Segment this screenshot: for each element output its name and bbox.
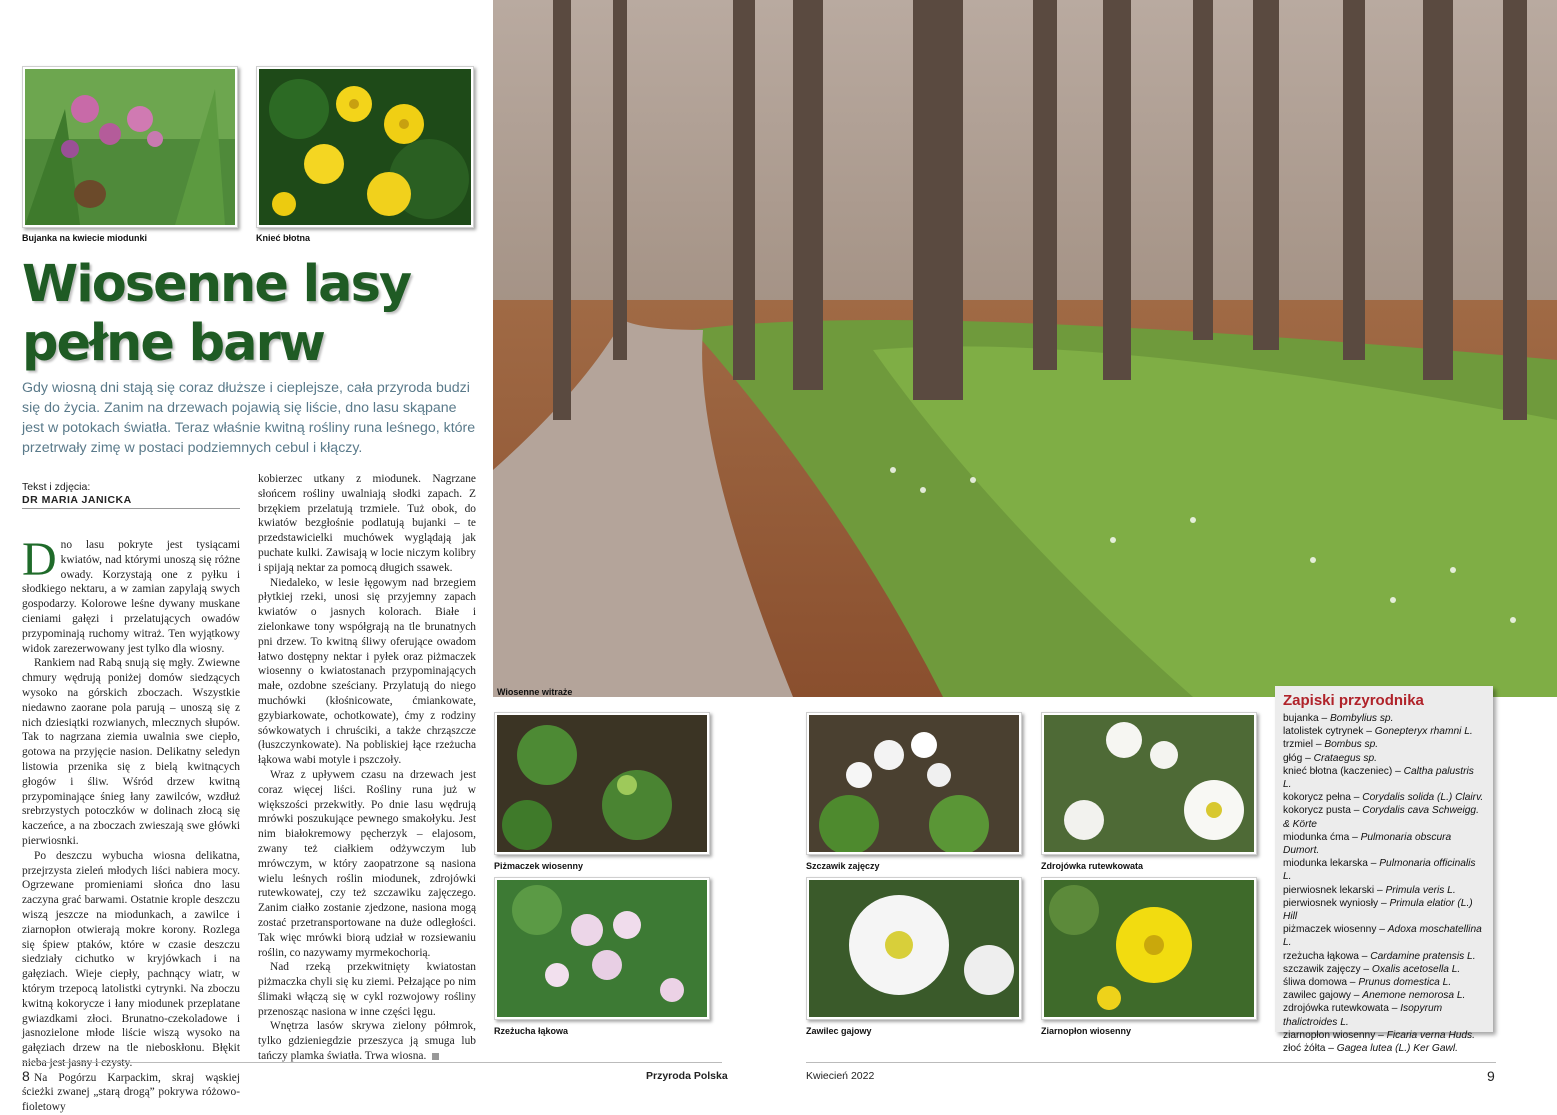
species-latin-name: Gonepteryx rhamni L. [1374, 726, 1473, 738]
species-common-name: miodunka ćma – [1283, 831, 1361, 843]
notes-row [1283, 897, 1485, 923]
species-common-name: śliwa domowa – [1283, 977, 1359, 989]
body-column-1 [22, 533, 240, 1115]
photo-zdrojowka [1041, 712, 1257, 855]
species-latin-name: Anemone nemorosa L. [1362, 990, 1466, 1002]
title-line-1: Wiosenne lasy [22, 255, 411, 314]
species-common-name: knieć błotna (kaczeniec) – [1283, 765, 1404, 777]
drop-cap: D [22, 533, 57, 586]
species-common-name: piżmaczek wiosenny – [1283, 924, 1388, 936]
photo-main-forest [493, 0, 1557, 697]
footer-divider-right [806, 1062, 1496, 1063]
notes-row [1283, 884, 1485, 897]
photo-zawilec [806, 877, 1022, 1020]
caption-main: Wiosenne witraże [497, 687, 573, 697]
body-paragraph: Nad rzeką przekwitnięty kwiatostan piżmaczka chyli się ku ziemi. Pełzające po nim ślimaki włączą się w cykl rozwojowy rośliny przenosząc nasiona w inne części lęgu. [258, 961, 476, 1018]
species-latin-name: Ficaria verna Huds. [1386, 1029, 1475, 1041]
species-latin-name: Pulmonaria obscura Dumort. [1283, 831, 1452, 857]
species-common-name: ziarnopłon wiosenny – [1283, 1029, 1387, 1041]
body-paragraph: Wraz z upływem czasu na drzewach jest coraz więcej liści. Rośliny runa już w większości przekwitły. Po dnie lasu wędrują mrówki poszukujące pewnego smakołyku. Jest nim białokremowy pęcherzyk – elajosom, zwany też ciałkiem odżywczym lub mrówczym, w który zaopatrzone są nasiona wielu leśnych roślin miodunek, zdrojówki rutewkowatej, czy też szczawiku zajęczego. Zanim ciałko zostanie zjedzone, nasiona mogą zostać przetransportowane na duże odległości. Tak więc mrówki biorą udział w rozsiewaniu roślin, co nazywamy myrmekochorią. [258, 768, 476, 959]
photo-kniec [256, 66, 474, 228]
species-common-name: pierwiosnek wyniosły – [1283, 897, 1390, 909]
species-common-name: złoć żółta – [1283, 1043, 1337, 1055]
notes-row [1283, 791, 1485, 804]
zawilec-image [809, 880, 1019, 1017]
caption-ziarnoplon: Ziarnopłon wiosenny [1041, 1026, 1132, 1036]
species-common-name: kokorycz pełna – [1283, 792, 1363, 804]
footer-divider-left [22, 1062, 722, 1063]
species-common-name: zawilec gajowy – [1283, 990, 1363, 1002]
bujanka-image [25, 69, 235, 225]
szczawik-image [809, 715, 1019, 852]
forest-image [493, 0, 1557, 697]
caption-zdrojowka: Zdrojówka rutewkowata [1041, 861, 1144, 871]
notes-row [1283, 923, 1485, 949]
body-paragraph: Rankiem nad Rabą snują się mgły. Zwiewne chmury wędrują poniżej domów siedzących wysoko na górskich zboczach. Wszystkie niedawno zaorane pola parują – unoszą się z nich dziesiątki rozwianych, mlecznych słupów. Tak to nagrzana ziemia uwalnia swe ciepło, gotowa na przyjęcie nasion. Delikatny seledyn listowia przenika się z bielą kwitnących głogów i śliw. Wśród drzew kwitną przypominające śnieg łany zawilców, wzdłuż srebrzystych potoczków w dolinach złocą się kaczeńce, a na zboczach zwieszają swe główki pierwiosnki. [22, 657, 240, 847]
caption-bujanka: Bujanka na kwiecie miodunki [22, 233, 148, 243]
species-common-name: trzmiel – [1283, 739, 1325, 751]
notes-row [1283, 963, 1485, 976]
species-common-name: głóg – [1283, 752, 1314, 764]
notes-row [1283, 976, 1485, 989]
notes-row [1283, 1042, 1485, 1055]
notes-row [1283, 1029, 1485, 1042]
notes-row [1283, 857, 1485, 883]
caption-zawilec: Zawilec gajowy [806, 1026, 872, 1036]
species-latin-name: Caltha palustris L. [1283, 765, 1474, 791]
species-latin-name: Gagea lutea (L.) Ker Gawl. [1336, 1043, 1458, 1055]
zdrojowka-image [1044, 715, 1254, 852]
magazine-name: Przyroda Polska [646, 1070, 728, 1082]
notes-row [1283, 989, 1485, 1002]
notes-row [1283, 725, 1485, 738]
species-common-name: szczawik zajęczy – [1283, 963, 1372, 975]
caption-kniec: Knieć błotna [256, 233, 311, 243]
photo-pizmaczek [494, 712, 710, 855]
body-paragraph: Na Pogórzu Karpackim, skraj wąskiej ścieżki zwanej „starą drogą” pokrywa różowo-fioletowy [22, 1071, 240, 1114]
article-title [22, 255, 482, 373]
pizmaczek-image [497, 715, 707, 852]
notes-row [1283, 1002, 1485, 1028]
caption-rzezucha: Rzeżucha łąkowa [494, 1026, 569, 1036]
naturalist-notes-box [1275, 686, 1493, 1055]
species-common-name: bujanka – [1283, 713, 1331, 724]
ziarnoplon-image [1044, 880, 1254, 1017]
species-latin-name: Adoxa moschatellina L. [1283, 924, 1482, 949]
species-latin-name: Corydalis cava Schweigg. & Körte [1283, 805, 1479, 830]
notes-title: Zapiski przyrodnika [1283, 692, 1424, 709]
species-latin-name: Isopyrum thalictroides L. [1283, 1003, 1443, 1028]
species-latin-name: Cardamine pratensis L. [1370, 950, 1476, 962]
page-number-left: 8 [22, 1068, 30, 1084]
author-name: DR MARIA JANICKA [22, 494, 132, 506]
body-paragraph: Dno lasu pokryte jest tysiącami kwiatów, nad którymi unoszą się różne owady. Korzystają one z pyłku i słodkiego nektaru, a w zamian zapylają swych gospodarzy. Kolorowe leśne dywany muskane cieniami gałęzi i przelatujących owadów przypominają ruchomy witraż. Ten wyjątkowy widok zarezerwowany jest tylko dla wiosny. [22, 533, 240, 655]
notes-row [1283, 752, 1485, 765]
photo-rzezucha [494, 877, 710, 1020]
species-latin-name: Corydalis solida (L.) Clairv. [1362, 792, 1484, 804]
issue-date: Kwiecień 2022 [806, 1070, 875, 1082]
body-column-2 [258, 472, 476, 1064]
photo-bujanka [22, 66, 238, 228]
species-latin-name: Oxalis acetosella L. [1371, 963, 1461, 975]
species-latin-name: Primula veris L. [1385, 884, 1456, 896]
species-latin-name: Primula elatior (L.) Hill [1283, 897, 1473, 923]
photo-szczawik [806, 712, 1022, 855]
notes-row [1283, 950, 1485, 963]
body-paragraph: Wnętrza lasów skrywa zielony półmrok, tylko gdzieniegdzie przeszyca ją smuga lub tańczy plamka światła. Trwa wiosna. [258, 1020, 476, 1063]
species-common-name: rzeżucha łąkowa – [1283, 950, 1371, 962]
end-mark [432, 1053, 439, 1060]
notes-row [1283, 712, 1485, 725]
species-latin-name: Bombus sp. [1324, 739, 1379, 751]
species-latin-name: Bombylius sp. [1330, 713, 1394, 724]
notes-row [1283, 804, 1485, 830]
caption-szczawik: Szczawik zajęczy [806, 861, 880, 871]
notes-row [1283, 831, 1485, 857]
title-line-2: pełne barw [22, 314, 324, 373]
author-divider [22, 508, 240, 509]
body-paragraph: Po deszczu wybucha wiosna delikatna, przejrzysta zieleń młodych liści nabiera mocy. Ogrzewane promieniami słońca dno lasu zaczyna grać barwami. Ostatnie krople deszczu wiszą jeszcze na miodunkach, a zawilce i ziarnopłon otwierają mokre korony. Rozlega się śpiew ptaków, które w czasie deszczu siedziały cichutko w kryjówkach i na gałęziach. Wieje ciepły, pachnący wiatr, w którym trzepocą latolistki cytrynki. Na zboczu kwitną kokorycze i łany miodunek przeplatane gwiazdkami złoci. Brunatno-czekoladowe i jasnozielone młode liście wiszą wysoko na gałęziach drzew na tle nieboskłonu. Błękit [22, 849, 240, 1055]
page-number-right: 9 [1487, 1068, 1495, 1084]
caption-pizmaczek: Piżmaczek wiosenny [494, 861, 584, 871]
species-common-name: miodunka lekarska – [1283, 858, 1380, 870]
species-latin-name: Prunus domestica L. [1358, 977, 1452, 989]
article-lead: Gdy wiosną dni stają się coraz dłuższe i cieplejsze, cała przyroda budzi się do życia. Zanim na drzewach pojawią się liście, dno lasu skąpane jest w potokach światła. Teraz właśnie kwitną rośliny runa leśnego, które przetrwały zimę w postaci podziemnych cebul i kłączy. [22, 380, 476, 456]
photo-ziarnoplon [1041, 877, 1257, 1020]
species-common-name: kokorycz pusta – [1283, 805, 1363, 817]
author-label: Tekst i zdjęcia: [22, 481, 91, 493]
notes-list [1283, 712, 1485, 1055]
rzezucha-image [497, 880, 707, 1017]
species-common-name: pierwiosnek lekarski – [1283, 884, 1386, 896]
body-paragraph: kobierzec utkany z miodunek. Nagrzane słońcem rośliny uwalniają słodki zapach. Z brzękiem przelatują trzmiele. Tuż obok, do kwiatów bezgłośnie podlatują bujanki – te przedstawicielki muchówek wyglądają jak puchate kulki. Zawisają w locie niczym kolibry i spijają nektar za pomocą długich ssawek. [258, 473, 476, 574]
species-latin-name: Pulmonaria officinalis L. [1283, 858, 1476, 883]
body-paragraph: Niedaleko, w lesie łęgowym nad brzegiem płytkiej rzeki, unosi się przyjemny zapach kwiatów o jasnych kolorach. Białe i zielonkawe tony współgrają na tle brunatnych pni drzew. To kwitną śliwy oferujące owadom łatwo dostępny nektar i pyłek oraz piżmaczek wiosenny o kwiatostanach przypominających małe, ozdobne sześciany. Przylatują do niego muchówki (kłośnicowate, ćmiankowate, gzybiarkowate, ochotkowate), ćmy z rodziny sówkowatych i chruściki, a także chrząszcze (łuszczynkowate). Na pobliskiej łące rzeżucha łąkowa wabi motyle i pszczoły. [258, 576, 476, 767]
notes-row [1283, 765, 1485, 791]
species-common-name: zdrojówka rutewkowata – [1283, 1003, 1401, 1015]
kniec-image [259, 69, 471, 225]
notes-row [1283, 738, 1485, 751]
species-common-name: latolistek cytrynek – [1283, 726, 1375, 738]
species-latin-name: Crataegus sp. [1313, 752, 1378, 764]
